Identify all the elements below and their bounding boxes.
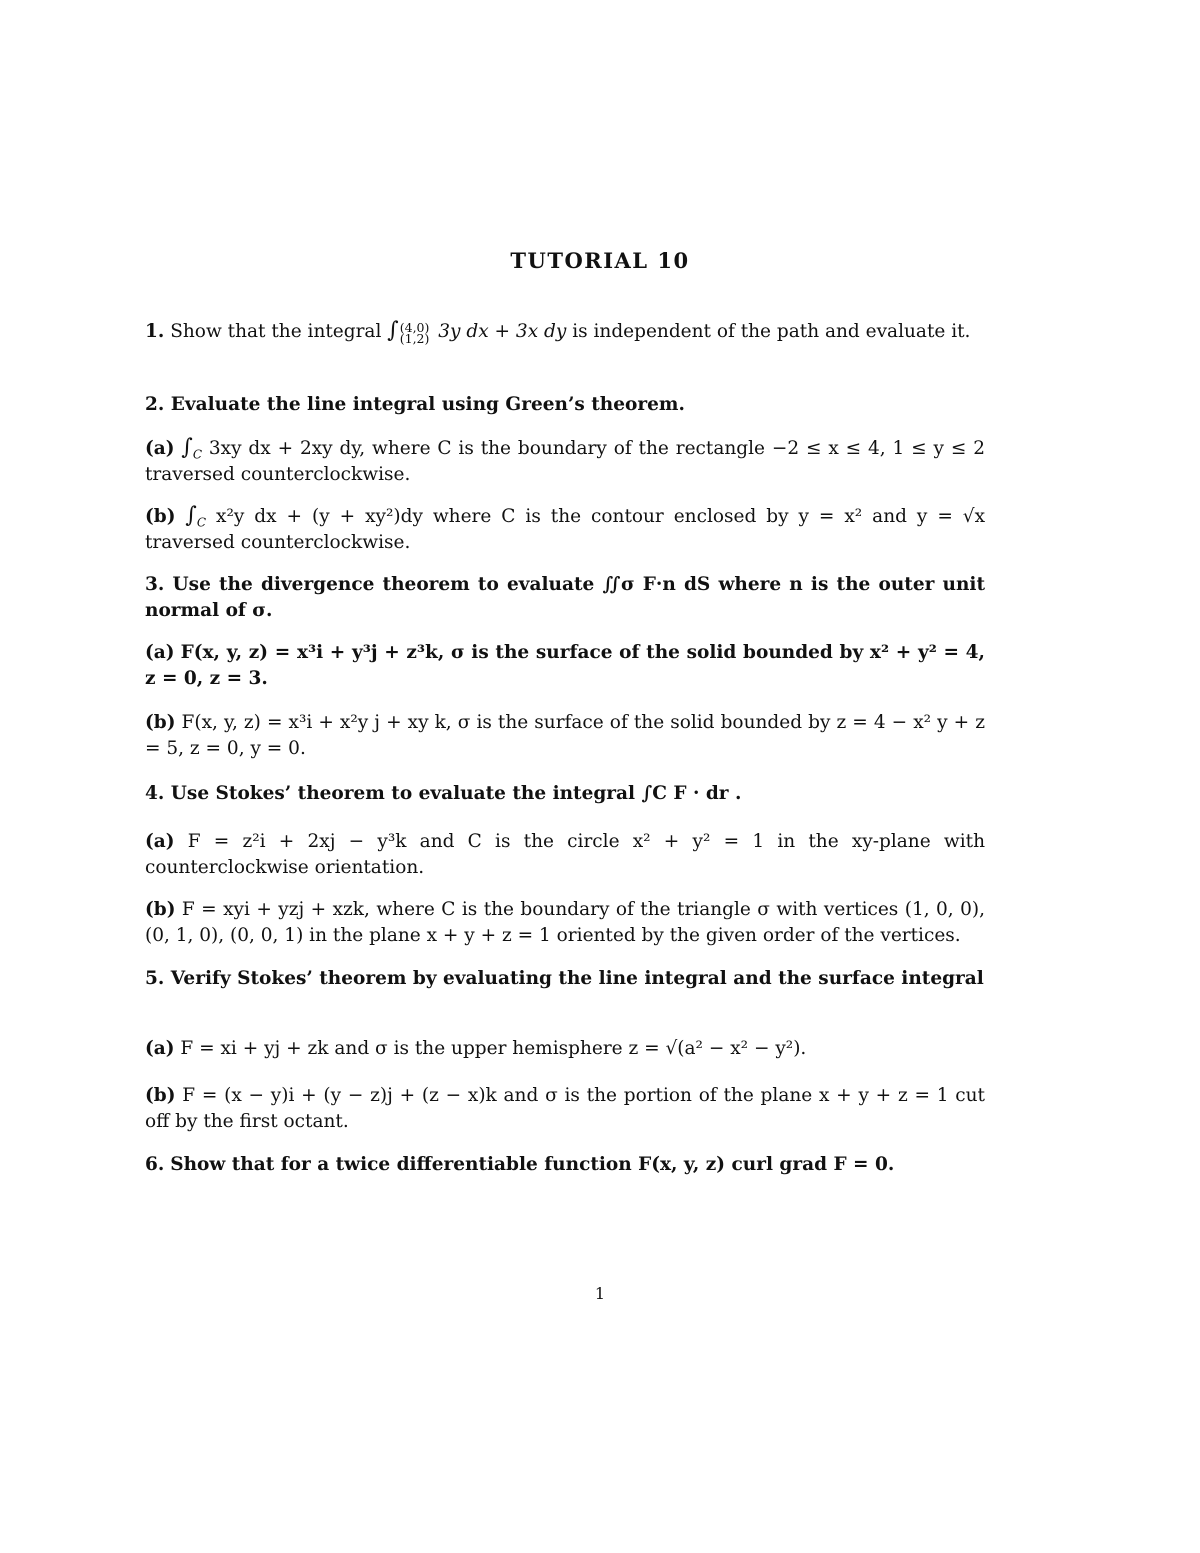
question-5a (145, 1036, 985, 1062)
question-2 (145, 392, 985, 418)
question-5-number: 5. (145, 968, 165, 989)
question-1-lead: Show that the integral (170, 321, 382, 342)
question-1-tail: is independent of the path and evaluate it. (572, 321, 971, 342)
question-5a-label: (a) (145, 1038, 175, 1059)
integral-sign: ∫ (185, 503, 197, 528)
integral-sign: ∫ (387, 318, 399, 343)
question-2b: (b) $\int_C$ x²y dx + (y + xy²)dy where C is the contour enclosed by y = x² and y = √x traversed counterclockwise. (145, 503, 985, 553)
question-6-text: Show that for a twice differentiable function F(x, y, z) curl grad F = 0. (170, 1154, 895, 1175)
question-2-text: Evaluate the line integral using Green’s theorem. (170, 394, 685, 415)
question-5b-text: F = (x − y)i + (y − z)j + (z − x)k and σ is the portion of the plane x + y + z = 1 cut off by the first octant. (145, 1085, 985, 1132)
question-2a: (a) $\int_C$ 3xy dx + 2xy dy, where C is the boundary of the rectangle −2 ≤ x ≤ 4, 1 ≤ y ≤ 2 traversed counterclockwise. (145, 435, 985, 485)
question-4 (145, 781, 985, 807)
page-number: 1 (594, 1284, 606, 1303)
question-5 (145, 966, 985, 992)
question-4b (145, 897, 985, 949)
question-3-text: Use the divergence theorem to evaluate ∬σ F·n dS where n is the outer unit normal of σ. (145, 574, 985, 621)
question-3b-text: F(x, y, z) = x³i + x²y j + xy k, σ is the surface of the solid bounded by z = 4 − x² y + z = 5, z = 0, y = 0. (145, 712, 985, 759)
question-1-integrand: 3y dx + 3x dy (438, 321, 567, 342)
integral-upper-limit: (4,0) (399, 320, 430, 335)
question-4a-label: (a) (145, 831, 175, 852)
question-5a-text: F = xi + yj + zk and σ is the upper hemisphere z = √(a² − x² − y²). (180, 1038, 807, 1059)
question-3-number: 3. (145, 574, 165, 595)
question-2b-text: x²y dx + (y + xy²)dy where C is the contour enclosed by y = x² and y = √x traversed counterclockwise. (145, 506, 985, 553)
question-6 (145, 1152, 985, 1178)
question-2a-label: (a) (145, 438, 175, 459)
question-6-number: 6. (145, 1154, 165, 1175)
question-5-text: Verify Stokes’ theorem by evaluating the line integral and the surface integral (170, 968, 984, 989)
question-4b-label: (b) (145, 899, 176, 920)
question-4a (145, 829, 985, 881)
question-5b (145, 1083, 985, 1135)
question-3 (145, 572, 985, 624)
question-3b-label: (b) (145, 712, 176, 733)
question-4-text: Use Stokes’ theorem to evaluate the integral ∫C F · dr . (170, 783, 742, 804)
question-4a-text: F = z²i + 2xj − y³k and C is the circle x² + y² = 1 in the xy-plane with counterclockwise orientation. (145, 831, 985, 878)
question-4-number: 4. (145, 783, 165, 804)
page-title: TUTORIAL 10 (510, 248, 690, 273)
question-4b-text: F = xyi + yzj + xzk, where C is the boundary of the triangle σ with vertices (1, 0, 0), (0, 1, 0), (0, 0, 1) in the plane x + y + z = 1 oriented by the given order of the vertices. (145, 899, 985, 946)
question-3a-label: (a) (145, 642, 175, 663)
question-3b (145, 710, 985, 762)
question-2-number: 2. (145, 394, 165, 415)
question-1-number: 1. (145, 321, 165, 342)
question-3a (145, 640, 985, 692)
question-5b-label: (b) (145, 1085, 176, 1106)
question-2a-text: 3xy dx + 2xy dy, where C is the boundary of the rectangle −2 ≤ x ≤ 4, 1 ≤ y ≤ 2 traversed counterclockwise. (145, 438, 985, 485)
integral-sign: ∫ (181, 435, 193, 460)
question-3a-text: F(x, y, z) = x³i + y³j + z³k, σ is the surface of the solid bounded by x² + y² = 4, z = 0, z = 3. (145, 642, 985, 689)
question-1 (145, 318, 985, 345)
question-2b-label: (b) (145, 506, 176, 527)
integral-limits (400, 322, 430, 344)
integral-lower-limit: (1,2) (399, 331, 430, 346)
